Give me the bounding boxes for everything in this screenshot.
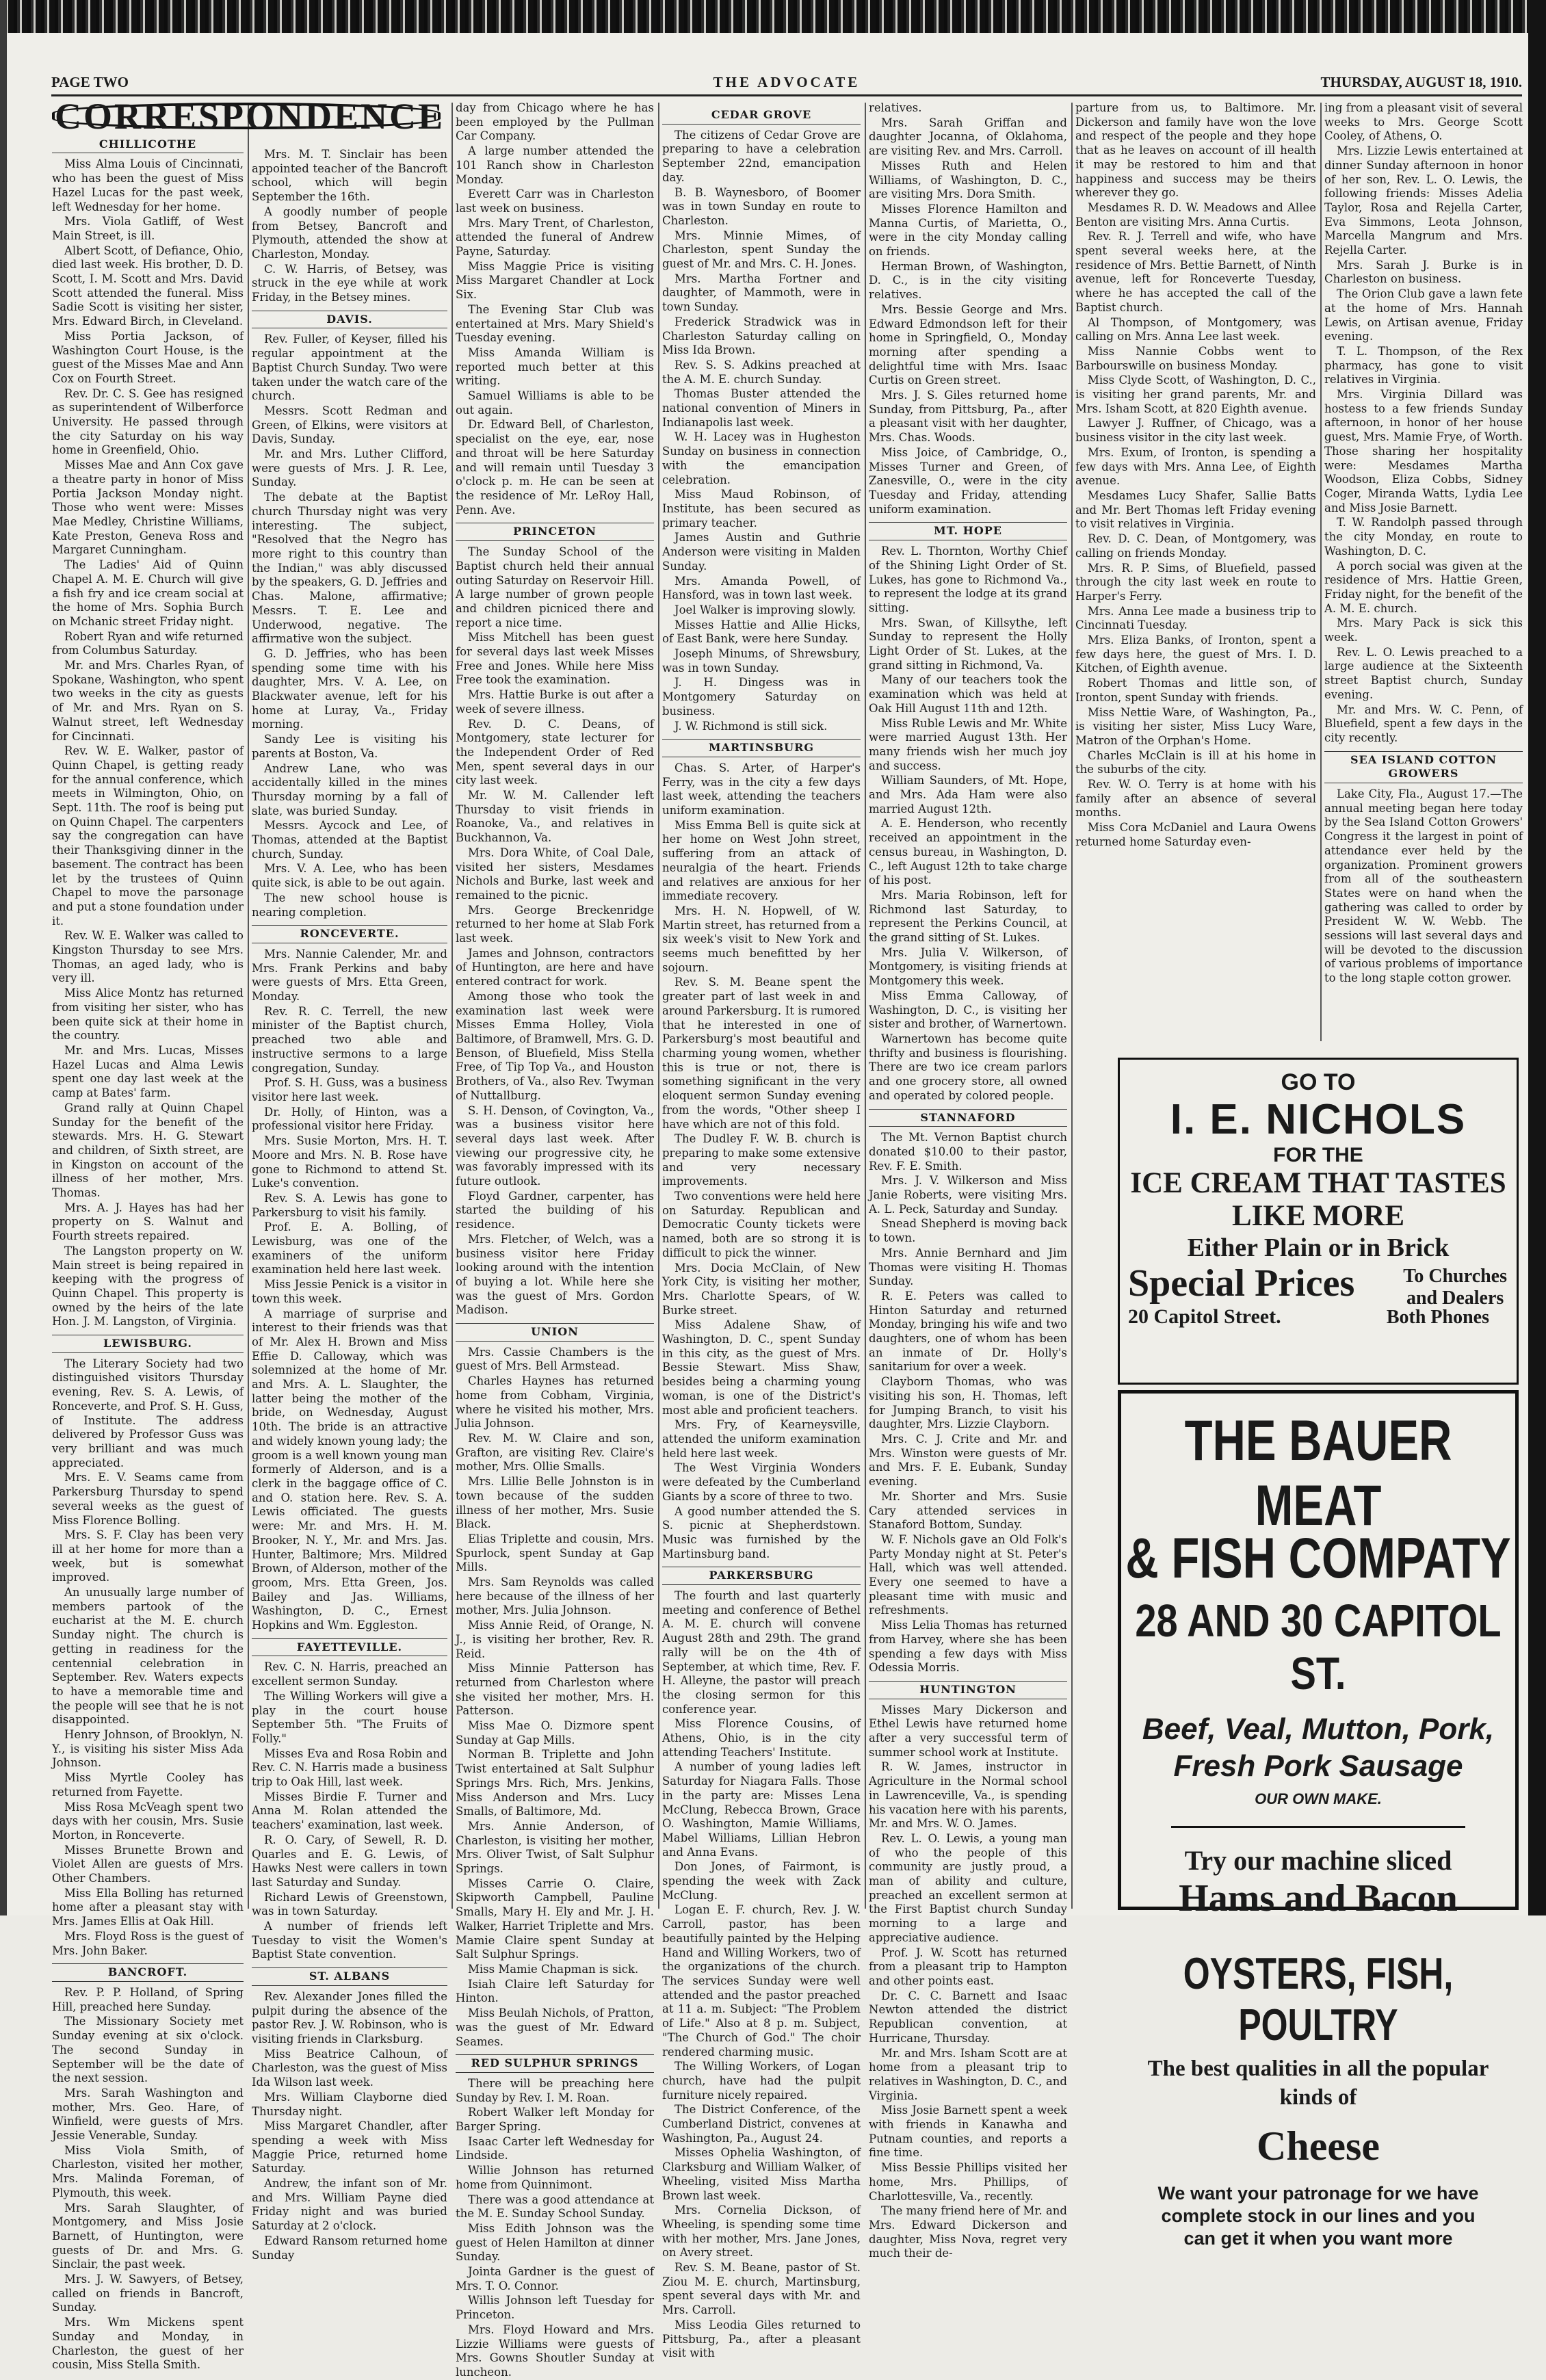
news-item: The Orion Club gave a lawn fete at the home of Mrs. Hannah Lewis, on Artisan avenue, Friday evening. (1324, 287, 1523, 343)
section-heading: STANNAFORD (869, 1109, 1067, 1127)
news-item: The Ladies' Aid of Quinn Chapel A. M. E. Church will give a fish fry and ice cream social at the home of Mrs. Sophia Burch on Mchanic street Friday night. (52, 558, 244, 628)
section-heading: LEWISBURG. (52, 1335, 244, 1353)
news-item: Joseph Minums, of Shrewsbury, was in town Sunday. (662, 647, 861, 675)
news-item: Mrs. Maria Robinson, left for Richmond last Saturday, to represent the Perkins Council, at the grand sitting of St. Lukes. (869, 888, 1067, 945)
news-item: The many friend here of Mr. and Mrs. Edward Dickerson and daughter, Miss Nova, regret very much their de- (869, 2204, 1067, 2260)
news-item: Rev. S. M. Beane spent the greater part of last week in and around Parkersburg. It is rumored that he interested in one of Parkersburg's most beautiful and charming young women, whether this is true or not, there is something significant in the very eloquent sermon Sunday evening from the words, "Other sheep I have which are not of this fold. (662, 976, 861, 1131)
news-item: Messrs. Scott Redman and Green, of Elkins, were visitors at Davis, Sunday. (252, 404, 447, 446)
issue-date: THURSDAY, AUGUST 18, 1910. (1320, 74, 1522, 90)
news-item: Mr. and Mrs. Isham Scott are at home from a pleasant trip to relatives in Washington, D. C., and Virginia. (869, 2046, 1067, 2102)
news-item: R. E. Peters was called to Hinton Saturday and returned Monday, bringing his wife and two daughters, one of whom has been an inmate of Dr. Holly's sanitarium for over a week. (869, 1289, 1067, 1374)
article-column-6 (1075, 101, 1316, 1038)
news-item: Miss Nettie Ware, of Washington, Pa., is visiting her sister, Miss Lucy Ware, Matron of the Orphan's Home. (1075, 705, 1316, 747)
news-item: Chas. S. Arter, of Harper's Ferry, was in the city a few days last week, attending the teachers uniform examination. (662, 761, 861, 818)
ad-phones: Both Phones (1386, 1307, 1489, 1328)
news-item: James Austin and Guthrie Anderson were visiting in Malden Sunday. (662, 531, 861, 573)
news-item: Miss Clyde Scott, of Washington, D. C., is visiting her grand parents, Mr. and Mrs. Isham Scott, at 820 Eighth avenue. (1075, 374, 1316, 415)
news-item: Mrs. Sam Reynolds was called here because of the illness of her mother, Mrs. Julia Johnson. (456, 1575, 654, 1617)
ad-churches-dealers (1403, 1266, 1507, 1309)
news-item: day from Chicago where he has been employed by the Pullman Car Company. (456, 101, 654, 143)
section-heading: PARKERSBURG (662, 1567, 861, 1585)
news-item: ing from a pleasant visit of several weeks to Mrs. George Scott Cooley, of Athens, O. (1324, 101, 1523, 143)
news-item: T. L. Thompson, of the Rex pharmacy, has gone to visit relatives in Virginia. (1324, 344, 1523, 387)
news-item: Misses Mae and Ann Cox gave a theatre party in honor of Miss Portia Jackson Monday night. Those who went were: Misses Mae Medley, Christine Williams, Kate Preston, Geneva Ross and Margaret Cunningham. (52, 458, 244, 557)
news-item: Rev. L. Thornton, Worthy Chief of the Shining Light Order of St. Lukes, has gone to Richmond Va., to represent the lodge at its grand sitting. (869, 545, 1067, 614)
news-item: Albert Scott, of Defiance, Ohio, died last week. His brother, D. D. Scott, I. M. Scott and Mrs. David Scott attended the funeral. Miss Sadie Scott is visiting her sister, Mrs. Edward Birch, in Cleveland. (52, 244, 244, 328)
news-item: Willis Johnson left Tuesday for Princeton. (456, 2294, 654, 2322)
news-item: Mrs. R. P. Sims, of Bluefield, passed through the city last week en route to Harper's Ferry. (1075, 561, 1316, 603)
news-item: Miss Mae O. Dizmore spent Sunday at Gap Mills. (456, 1719, 654, 1747)
news-item: Everett Carr was in Charleston last week on business. (456, 187, 654, 215)
news-item: Isiah Claire left Saturday for Hinton. (456, 1977, 654, 2005)
article-column-4 (662, 101, 861, 2360)
news-item: J. W. Richmond is still sick. (674, 719, 828, 733)
news-item: Mrs. Cassie Chambers is the guest of Mrs. Bell Armstead. (456, 1345, 654, 1373)
news-item: Andrew, the infant son of Mr. and Mrs. William Payne died Friday night and was buried Saturday at 2 o'clock. (252, 2177, 447, 2233)
ad-address: 20 Capitol Street. (1128, 1305, 1281, 1328)
news-item: Rev. D. C. Deans, of Montgomery, state lecturer for the Independent Order of Red Men, spent several days in our city last week. (456, 717, 654, 787)
news-item: The West Virginia Wonders were defeated by the Cumberland Giants by a score of three to two. (662, 1461, 861, 1503)
news-item: Robert Walker left Monday for Barger Spring. (456, 2106, 654, 2134)
ad-meats-line1: Beef, Veal, Mutton, Pork, (1142, 1712, 1495, 1746)
news-item: Mesdames Lucy Shafer, Sallie Batts and Mr. Bert Thomas left Friday evening to visit relatives in Virginia. (1075, 488, 1316, 531)
news-item: Rev. M. W. Claire and son, Grafton, are visiting Rev. Claire's mother, Mrs. Ollie Smalls. (456, 1431, 654, 1474)
nichols-ice-cream-ad (1118, 1058, 1519, 1385)
ad-divider (1171, 1826, 1465, 1828)
news-item: Edward Ransom returned home Sunday (252, 2234, 447, 2262)
news-item: Jointa Gardner is the guest of Mrs. T. O. Connor. (456, 2265, 654, 2292)
news-item: Rev. P. P. Holland, of Spring Hill, preached here Sunday. (52, 1986, 244, 2013)
news-item: Miss Leodia Giles returned to Pittsburg, Pa., after a pleasant visit with (662, 2318, 861, 2360)
news-item: Misses Eva and Rosa Robin and Rev. C. N. Harris made a business trip to Oak Hill, last week. (252, 1747, 447, 1789)
section-heading: DAVIS. (252, 311, 447, 329)
news-item: Miss Cora McDaniel and Laura Owens returned home Saturday even- (1075, 821, 1316, 848)
column-rule (865, 103, 866, 1909)
news-item: A marriage of surprise and interest to their friends was that of Mr. Alex H. Brown and Miss Effie D. Calloway, which was solemnized at the home of Mr. and Mrs. A. L. Slaughter, the latter being the mother of the bride, on Wednesday, August 10th. The bride is an attractive and widely known young lady; the groom is a well known young man formerly of Alderson, and is a clerk in the baggage office of C. and O. station here. Rev. S. A. Lewis officiated. The guests were: Mr. and Mrs. H. M. Brooker, N. Y., Mr. and Mrs. Jas. Hunter, Baltimore; Mrs. Mildred Brown, of Alderson, mother of the groom, Mrs. Etta Green, Jos. Bailey and Jas. Williams, Washington, D. C., Ernest Hopkins and Wm. Eggleston. (252, 1307, 447, 1632)
news-item: W. H. Lacey was in Hugheston Sunday on business in connection with the emancipation celebration. (662, 430, 861, 486)
news-item: Miss Minnie Patterson has returned from Charleston where she visited her mother, Mrs. H. Patterson. (456, 1662, 654, 1718)
news-item: Mrs. A. J. Hayes has had her property on S. Walnut and Fourth streets repaired. (52, 1201, 244, 1243)
news-item: Joel Walker is improving slowly. (674, 603, 856, 616)
news-item: Dr. Edward Bell, of Charleston, specialist on the eye, ear, nose and throat will be here Saturday and will remain until Tuesday 3 o'clock p. m. He can be seen at the residence of Mr. LeRoy Hall, Penn. Ave. (456, 418, 654, 516)
news-item: Two conventions were held here on Saturday. Republican and Democratic County tickets were named, both are so strong it is difficult to pick the winner. (662, 1190, 861, 1259)
ad-bauer-title-line2: & FISH COMPATY (1125, 1526, 1511, 1591)
news-item: Mrs. E. V. Seams came from Parkersburg Thursday to spend several weeks as the guest of Miss Florence Bolling. (52, 1471, 244, 1527)
news-item: Mrs. Nannie Calender, Mr. and Mrs. Frank Perkins and baby were guests of Mrs. Etta Green, Monday. (252, 947, 447, 1004)
news-item: Rev. W. E. Walker was called to Kingston Thursday to see Mrs. Thomas, an aged lady, who is very ill. (52, 929, 244, 985)
news-item: Rev. R. J. Terrell and wife, who have spent several weeks here, at the residence of Mrs. Bettie Barnett, of Ninth avenue, left for Ronceverte Tuesday, where he has accepted the call of the Baptist church. (1075, 230, 1316, 314)
news-item: The Willing Workers, of Logan church, have had the pulpit furniture nicely repaired. (662, 2060, 861, 2102)
news-item: Mr. Shorter and Mrs. Susie Cary attended services in Stanaford Bottom, Sunday. (869, 1489, 1067, 1532)
news-item: J. H. Dingess was in Montgomery Saturday on business. (662, 676, 861, 718)
news-item: Mr. W. M. Callender left Thursday to visit friends in Roanoke, Va., and relatives in Buckhannon, Va. (456, 789, 654, 845)
news-item: Miss Myrtle Cooley has returned from Fayette. (52, 1771, 244, 1799)
news-item: Misses Hattie and Allie Hicks, of East Bank, were here Sunday. (662, 618, 861, 646)
news-item: Miss Margaret Chandler, after spending a week with Miss Maggie Price, returned home Saturday. (252, 2119, 447, 2175)
news-item: Samuel Williams is able to be out again. (456, 389, 654, 417)
news-item: The citizens of Cedar Grove are preparing to have a celebration September 22nd, emancipation day. (662, 128, 861, 184)
news-item: Lawyer J. Ruffner, of Chicago, was a business visitor in the city last week. (1075, 417, 1316, 445)
news-item: Mrs. Martha Fortner and daughter, of Mammoth, were in town Sunday. (662, 272, 861, 314)
ad-own-make: OUR OWN MAKE. (1255, 1790, 1382, 1807)
news-item: Miss Amanda William is reported much better at this writing. (456, 345, 654, 388)
ad-address-row (1120, 1304, 1517, 1331)
section-heading: ST. ALBANS (252, 1967, 447, 1986)
news-item: A porch social was given at the residence of Mrs. Hattie Green, Friday night, for the benefit of the A. M. E. church. (1324, 559, 1523, 615)
news-item: B. B. Waynesboro, of Boomer was in town Sunday en route to Charleston. (662, 185, 861, 227)
news-item: Rev. L. O. Lewis, a young man of who the people of this community are justly proud, a man of ability and culture, preached an excellent sermon at the First Baptist church Sunday morning to a large and appreciative audience. (869, 1831, 1067, 1944)
ad-churches: To Churches (1403, 1266, 1507, 1287)
news-item: A large number attended the 101 Ranch show in Charleston Monday. (456, 144, 654, 186)
news-item: Mrs. Sarah J. Burke is in Charleston on business. (1324, 258, 1523, 286)
section-heading: UNION (456, 1323, 654, 1342)
news-item: The Literary Society had two distinguished visitors Thursday evening, Rev. S. A. Lewis, of Ronceverte, and Prof. S. H. Guss, of Institute. The address delivered by Professor Guss was very brilliant and was much appreciated. (52, 1357, 244, 1469)
news-item: Don Jones, of Fairmont, is spending the week with Zack McClung. (662, 1860, 861, 1902)
news-item: Rev. W. O. Terry is at home with his family after an absence of several months. (1075, 778, 1316, 820)
news-item: Miss Mamie Chapman is sick. (468, 1963, 639, 1976)
news-item: Mrs. H. N. Hopwell, of W. Martin street, has returned from a six week's visit to New York and seems much benefitted by her sojourn. (662, 904, 861, 974)
news-item: R. O. Cary, of Sewell, R. D. Quarles and E. G. Lewis, of Hawks Nest were callers in town last Saturday and Sunday. (252, 1833, 447, 1889)
news-item: Frederick Stradwick was in Charleston Saturday calling on Miss Ida Brown. (662, 315, 861, 357)
ad-cheese: Cheese (1257, 2123, 1380, 2169)
ad-best-line2: kinds of (1279, 2085, 1357, 2110)
news-item: Miss Joice, of Cambridge, O., Misses Turner and Green, of Zanesville, O., were in the city Tuesday and Friday, attending uniform examination. (869, 445, 1067, 516)
news-item: Lake City, Fla., August 17.—The annual meeting began here today by the Sea Island Cotton Growers' Congress it the largest in point of attendance ever held by the organization. Prominent growers from all of the southeastern States were on hand when the gathering was called to order by President W. W. Webb. The sessions will last several days and will be devoted to the discussion of various problems of importance to the long staple cotton grower. (1324, 787, 1523, 985)
news-item: Floyd Gardner, carpenter, has started the building of his residence. (456, 1189, 654, 1231)
news-item: Miss Beatrice Calhoun, of Charleston, was the guest of Miss Ida Wilson last week. (252, 2047, 447, 2089)
section-heading: BANCROFT. (52, 1963, 244, 1982)
ad-goto: GO TO (1281, 1069, 1356, 1095)
news-item: Rev. Dr. C. S. Gee has resigned as superintendent of Wilberforce University. He passed through the city Saturday on his way home in Greenfield, Ohio. (52, 387, 244, 457)
news-item: Miss Adalene Shaw, of Washington, D. C., spent Sunday in this city, as the guest of Mrs. Bessie Stewart. Miss Shaw, besides being a charming young woman, is one of the District's most able and proficient teachers. (662, 1318, 861, 1417)
bauer-meat-ad (1118, 1390, 1519, 2249)
news-item: Mrs. C. J. Crite and Mr. and Mrs. Winston were guests of Mr. and Mrs. F. E. Eubank, Sunday evening. (869, 1432, 1067, 1489)
news-item: Mrs. George Breckenridge returned to her home at Slab Fork last week. (456, 903, 654, 945)
article-column-5 (869, 101, 1067, 2260)
news-item: Mrs. Fry, of Kearneysville, attended the uniform examination held here last week. (662, 1418, 861, 1460)
news-item: Miss Nannie Cobbs went to Barbourswille on business Monday. (1075, 344, 1316, 372)
news-item: Rev. R. C. Terrell, the new minister of the Baptist church, preached two able and instructive sermons to a large congregation, Sunday. (252, 1004, 447, 1075)
news-item: Mrs. Lillie Belle Johnston is in town because of the sudden illness of her mother, Mrs. Susie Black. (456, 1475, 654, 1531)
news-item: Mrs. Sarah Slaughter, of Montgomery, and Miss Josie Barnett, of Huntington, were guests of Dr. and Mrs. G. Sinclair, the past week. (52, 2201, 244, 2271)
news-item: Miss Edith Johnson was the guest of Helen Hamilton at dinner Sunday. (456, 2221, 654, 2264)
news-item: Mr. and Mrs. W. C. Penn, of Bluefield, spent a few days in the city recently. (1324, 703, 1523, 744)
section-heading: RONCEVERTE. (252, 925, 447, 943)
section-heading: FAYETTEVILLE. (252, 1638, 447, 1657)
news-item: Miss Portia Jackson, of Washington Court House, is the guest of the Misses Mae and Ann Cox on Fourth Street. (52, 329, 244, 385)
column-rule (658, 103, 659, 1909)
news-item: Mrs. Docia McClain, of New York City, is visiting her mother, Mrs. Charlotte Spears, of W. Burke street. (662, 1261, 861, 1317)
news-item: Warnertown has become quite thrifty and business is flourishing. There are two ice cream parlors and one grocery store, all owned and operated by colored people. (869, 1032, 1067, 1102)
news-item: James and Johnson, contractors of Huntington, are here and have entered contract for work. (456, 946, 654, 989)
news-item: There was a good attendance at the M. E. Sunday School Sunday. (456, 2193, 654, 2221)
news-item: Prof. E. A. Bolling, of Lewisburg, was one of the examiners of the uniform examination held here last week. (252, 1220, 447, 1277)
news-item: A goodly number of people from Betsey, Bancroft and Plymouth, attended the show at Charleston, Monday. (252, 205, 447, 261)
page-scan-edge-right (1528, 0, 1546, 1915)
section-heading: MARTINSBURG (662, 739, 861, 757)
ad-meats (1121, 1711, 1515, 1785)
ad-try-sliced: Try our machine sliced (1184, 1845, 1452, 1876)
news-item: Norman B. Triplette and John Twist entertained at Salt Sulphur Springs Mrs. Rich, Mrs. Jenkins, Miss Anderson and Mrs. Lucy Smalls, of Baltimore, Md. (456, 1748, 654, 1818)
news-item: Mrs. Mary Pack is sick this week. (1324, 616, 1523, 644)
news-item: Miss Florence Cousins, of Athens, Ohio, is in the city attending Teachers' Institute. (662, 1717, 861, 1759)
news-item: Rev. W. E. Walker, pastor of Quinn Chapel, is getting ready for the annual conference, which meets in Wilmington, Ohio, on Sept. 11th. The roof is being put on Quinn Chapel. The carpenters say the congregation can have their Thanksgiving dinner in the basement. The contract has been let by the trustees of Quinn Chapel to move the parsonage and put a stone foundation under it. (52, 744, 244, 928)
news-item: The debate at the Baptist church Thursday night was very interesting. The subject, "Resolved that the Negro has more right to this country than the Indian," was ably discussed by the speakers, G. D. Jeffries and Chas. Malone, affirmative; Messrs. T. E. Lee and Underwood, negative. The affirmative won the subject. (252, 491, 447, 646)
news-item: Mrs. Floyd Howard and Mrs. Lizzie Williams were guests of Mrs. Gowns Shoutler Sunday at luncheon. (456, 2323, 654, 2379)
news-item: Miss Mitchell has been guest for several days last week Misses Free and Jones. While here Miss Free took the examination. (456, 631, 654, 687)
ad-best-qualities (1121, 2054, 1515, 2112)
news-item: The Willing Workers will give a play in the court house September 5th. "The Fruits of Folly." (252, 1689, 447, 1745)
news-item: Mr. and Mrs. Luther Clifford, were guests of Mrs. J. R. Lee, Sunday. (252, 447, 447, 489)
news-item: Misses Brunette Brown and Violet Allen are guests of Mrs. Other Chambers. (52, 1843, 244, 1885)
news-item: Miss Emma Calloway, of Washington, D. C., is visiting her sister and brother, of Warnertown. (869, 989, 1067, 1031)
news-item: Among those who took the examination last week were Misses Emma Holley, Viola Baltimore, of Bramwell, Mrs. G. D. Benson, of Bluefield, Miss Stella Free, of Tip Top Va., and Houston Brothers, of Va., also Rev. Twyman of Nuttallburg. (456, 989, 654, 1102)
news-item: Misses Ophelia Washington, of Clarksburg and William Walker, of Wheeling, visited Miss Martha Brown last week. (662, 2146, 861, 2202)
section-heading: CHILLICOTHE (52, 136, 244, 154)
news-item: T. W. Randolph passed through the city Monday, en route to Washington, D. C. (1324, 516, 1523, 558)
news-item: Misses Carrie O. Claire, Skipworth Campbell, Pauline Smalls, Mary H. Ely and Mr. J. H. Walker, Harriet Triplette and Mrs. Mamie Claire spent Sunday at Salt Sulphur Springs. (456, 1876, 654, 1961)
news-item: Rev. C. N. Harris, preached an excellent sermon Sunday. (252, 1660, 447, 1688)
article-column-7 (1324, 101, 1523, 1038)
news-item: relatives. (869, 101, 922, 114)
news-item: The fourth and last quarterly meeting and conference of Bethel A. M. E. church will convene August 28th and 29th. The grand rally will be on the 4th of September, at which time, Rev. F. H. Alleyne, the pastor will preach the closing sermon for this conference year. (662, 1589, 861, 1716)
news-item: Elias Triplette and cousin, Mrs. Spurlock, spent Sunday at Gap Mills. (456, 1532, 654, 1574)
news-item: Rev. S. M. Beane, pastor of St. Ziou M. E. church, Martinsburg, spent several days with Mr. and Mrs. Carroll. (662, 2261, 861, 2317)
news-item: Miss Alice Montz has returned from visiting her sister, who has been quite sick at their home in the country. (52, 986, 244, 1043)
news-item: Mrs. M. T. Sinclair has been appointed teacher of the Bancroft school, which will begin September the 16th. (252, 148, 447, 204)
news-item: Misses Birdie F. Turner and Anna M. Rolan attended the teachers' examination, last week. (252, 1790, 447, 1832)
news-item: The Sunday School of the Baptist church held their annual outing Saturday on Reservoir Hill. A large number of grown people and children picniced there and report a nice time. (456, 545, 654, 629)
news-item: Messrs. Aycock and Lee, of Thomas, attended at the Baptist church, Sunday. (252, 819, 447, 861)
news-item: S. H. Denson, of Covington, Va., was a business visitor here several days last week. After viewing our progressive city, he was favorably impressed with its future outlook. (456, 1103, 654, 1188)
news-item: Mrs. S. F. Clay has been very ill at her home for more than a week, but is somewhat improved. (52, 1528, 244, 1584)
news-item: An unusually large number of members partook of the eucharist at the M. E. church Sunday night. The church is getting in readiness for the centennial celebration in September. Rev. Waters expects to have a memorable time and the people will see that he is not disappointed. (52, 1586, 244, 1727)
news-item: Robert Ryan and wife returned from Columbus Saturday. (52, 629, 244, 657)
news-item: A number of friends left Tuesday to visit the Women's Baptist State convention. (252, 1920, 447, 1961)
news-item: Mrs. Fletcher, of Welch, was a business visitor here Friday looking around with the intention of buying a lot. While here she was the guest of Mrs. Gordon Madison. (456, 1232, 654, 1317)
news-item: William Saunders, of Mt. Hope, and Mrs. Ada Ham were also married August 12th. (869, 774, 1067, 815)
news-item: Miss Beulah Nichols, of Pratton, was the guest of Mr. Edward Seames. (456, 2006, 654, 2048)
news-item: Dr. Holly, of Hinton, was a professional visitor here Friday. (252, 1105, 447, 1133)
column-rule (1071, 103, 1073, 1909)
news-item: Mrs. Exum, of Ironton, is spending a few days with Mrs. Anna Lee, of Eighth avenue. (1075, 445, 1316, 488)
news-item: Mrs. Swan, of Killsythe, left Sunday to represent the Holly Light Order of St. Lukes, at the grand sitting in Richmond, Va. (869, 616, 1067, 672)
news-item: The Mt. Vernon Baptist church donated $10.00 to their pastor, Rev. F. E. Smith. (869, 1131, 1067, 1173)
news-item: Rev. D. C. Dean, of Montgomery, was calling on friends Monday. (1075, 532, 1316, 560)
news-item: The District Conference, of the Cumberland District, convenes at Washington, Pa., August 24. (662, 2103, 861, 2145)
news-item: G. D. Jeffries, who has been spending some time with his daughter, Mrs. V. A. Lee, on Blackwater avenue, left for his home at Luray, Va., Friday morning. (252, 646, 447, 731)
ad-patron-line2: complete stock in our lines and you (1161, 2206, 1476, 2226)
news-item: Mrs. J. W. Sawyers, of Betsey, called on friends in Bancroft, Sunday. (52, 2273, 244, 2314)
news-item: Al Thompson, of Montgomery, was calling on Mrs. Anna Lee last week. (1075, 315, 1316, 343)
section-heading: RED SULPHUR SPRINGS (456, 2054, 654, 2073)
news-item: Misses Mary Dickerson and Ethel Lewis have returned home after a very successful term of summer school work at Institute. (869, 1703, 1067, 1759)
ad-dealers: and Dealers (1406, 1287, 1504, 1309)
column-rule (1320, 103, 1322, 1041)
news-item: Mr. and Mrs. Lucas, Misses Hazel Lucas and Alma Lewis spent one day last week at the camp at Bates' farm. (52, 1044, 244, 1100)
ad-patronage (1121, 2182, 1515, 2250)
news-item: Rev. S. A. Lewis has gone to Parkersburg to visit his family. (252, 1191, 447, 1219)
news-item: Miss Rosa McVeagh spent two days with her cousin, Mrs. Susie Morton, in Ronceverte. (52, 1800, 244, 1842)
correspondence-banner: CORRESPONDENCE (52, 103, 441, 129)
news-item: Miss Ella Bolling has returned home after a pleasant stay with Mrs. James Ellis at Oak Hill. (52, 1886, 244, 1928)
news-item: Mrs. Wm Mickens spent Sunday and Monday, in Charleston, the guest of her cousin, Miss Stella Smith. (52, 2316, 244, 2372)
news-item: Mesdames R. D. W. Meadows and Allee Benton are visiting Mrs. Anna Curtis. (1075, 200, 1316, 228)
column-rule (451, 103, 453, 1909)
ad-ice-cream-slogan: ICE CREAM THAT TASTES LIKE MORE (1130, 1167, 1506, 1232)
paper-name: THE ADVOCATE (713, 74, 861, 90)
news-item: Mrs. William Clayborne died Thursday night. (252, 2090, 447, 2118)
news-item: Rev. L. O. Lewis preached to a large audience at the Sixteenth street Baptist church, Sunday evening. (1324, 645, 1523, 701)
news-item: C. W. Harris, of Betsey, was struck in the eye while at work Friday, in the Betsey mines. (252, 262, 447, 304)
news-item: Miss Maud Robinson, of Institute, has been secured as primary teacher. (662, 488, 861, 529)
news-item: Many of our teachers took the examination which was held at Oak Hill August 11th and 12th. (869, 673, 1067, 715)
ad-bauer-address: 28 AND 30 CAPITOL ST. (1135, 1595, 1502, 1699)
news-item: parture from us, to Baltimore. Mr. Dickerson and family have won the love and respect of the people and they hope that as he leaves on account of ill health it may be restored to him and that happiness and success may be theirs wherever they go. (1075, 101, 1316, 200)
news-item: Isaac Carter left Wednesday for Lindside. (456, 2134, 654, 2162)
ad-either-plain: Either Plain or in Brick (1187, 1233, 1450, 1262)
news-item: Mrs. Hattie Burke is out after a week of severe illness. (456, 688, 654, 716)
news-item: Mrs. Eliza Banks, of Ironton, spent a few days here, the guest of Mrs. I. D. Kitchen, of Eighth avenue. (1075, 633, 1316, 675)
news-item: Miss Lelia Thomas has returned from Harvey, where she has been spending a few days with Miss Odessia Morris. (869, 1619, 1067, 1675)
news-item: Mrs. Amanda Powell, of Hansford, was in town last week. (662, 574, 861, 602)
news-item: Rev. S. S. Adkins preached at the A. M. E. church Sunday. (662, 358, 861, 386)
news-item: The Missionary Society met Sunday evening at six o'clock. The second Sunday in September will be the date of the next session. (52, 2015, 244, 2085)
article-column-3 (456, 101, 654, 2379)
news-item: Grand rally at Quinn Chapel Sunday for the benefit of the stewards. Mrs. H. G. Stewart and children, of Sixth street, are in Kingston on account of the illness of her mother, Mrs. Thomas. (52, 1101, 244, 1200)
section-heading: PRINCETON (456, 523, 654, 541)
news-item: Andrew Lane, who was accidentally killed in the mines Thursday morning by a fall of slate, was buried Sunday. (252, 761, 447, 818)
section-heading: MT. HOPE (869, 522, 1067, 540)
news-item: Mrs. Sarah Washington and mother, Mrs. Geo. Hare, of Winfield, were guests of Mrs. Jessie Venerable, Sunday. (52, 2086, 244, 2143)
ad-hams-bacon: Hams and Bacon (1179, 1877, 1458, 1920)
news-item: Mr. and Mrs. Charles Ryan, of Spokane, Washington, who spent two weeks in the city as guests of Mr. and Mrs. Ryan on S. Walnut street, left Wednesday for Cincinnati. (52, 659, 244, 743)
news-item: Prof. J. W. Scott has returned from a pleasant trip to Hampton and other points east. (869, 1946, 1067, 1987)
page-scan-edge-top (0, 0, 1546, 33)
news-item: Dr. C. C. Barnett and Isaac Newton attended the district Republican convention, at Hurricane, Thursday. (869, 1989, 1067, 2045)
news-item: There will be preaching here Sunday by Rev. I. M. Roan. (456, 2076, 654, 2104)
news-item: Mrs. Mary Trent, of Charleston, attended the funeral of Andrew Payne, Saturday. (456, 216, 654, 259)
masthead (51, 74, 1522, 96)
news-item: Logan E. F. church, Rev. J. W. Carroll, pastor, has been beautifully painted by the Helping Hand and Willing Workers, two of the organizations of the church. The services Sunday were well attended and the pastor preached at 11 a. m. Subject: "The Problem of Life." Also at 8 p. m. Subject, "The Church of God." The choir rendered charming music. (662, 1903, 861, 2058)
news-item: Miss Viola Smith, of Charleston, visited her mother, Mrs. Malinda Foreman, of Plymouth, this week. (52, 2143, 244, 2199)
news-item: Mrs. J. V. Wilkerson and Miss Janie Roberts, were visiting Mrs. A. L. Peck, Saturday and Sunday. (869, 1174, 1067, 1216)
news-item: Misses Ruth and Helen Williams, of Washington, D. C., are visiting Mrs. Dora Smith. (869, 159, 1067, 201)
news-item: The Evening Star Club was entertained at Mrs. Mary Shield's Tuesday evening. (456, 302, 654, 345)
news-item: Charles Haynes has returned home from Cobham, Virginia, where he visited his mother, Mrs. Julia Johnson. (456, 1374, 654, 1430)
news-item: Mrs. J. S. Giles returned home Sunday, from Pittsburg, Pa., after a pleasant visit with her daughter, Mrs. Chas. Woods. (869, 389, 1067, 445)
news-item: Miss Josie Barnett spent a week with friends in Kanawha and Putnam counties, and reports a fine time. (869, 2104, 1067, 2160)
column-rule (248, 103, 249, 1909)
ad-oysters-fish-poultry: OYSTERS, FISH, POULTRY (1183, 1948, 1454, 2050)
news-item: Robert Thomas and little son, of Ironton, spent Sunday with friends. (1075, 677, 1316, 704)
section-heading: CEDAR GROVE (662, 107, 861, 125)
news-item: Sandy Lee is visiting his parents at Boston, Va. (252, 733, 447, 760)
news-item: Prof. S. H. Guss, was a business visitor here last week. (252, 1076, 447, 1103)
news-item: Charles McClain is ill at his home in the suburbs of the city. (1075, 748, 1316, 776)
news-item: Miss Ruble Lewis and Mr. White were married August 13th. Her many friends wish her much joy and success. (869, 716, 1067, 772)
news-item: Mrs. Bessie George and Mrs. Edward Edmondson left for their home in Springfield, O., Monday morning after spending a delightful time with Mrs. Isaac Curtis on Green street. (869, 302, 1067, 387)
section-heading: SEA ISLAND COTTON GROWERS (1324, 751, 1523, 783)
news-item: Mrs. Anna Lee made a business trip to Cincinnati Tuesday. (1075, 604, 1316, 632)
news-item: Mrs. V. A. Lee, who has been quite sick, is able to be out again. (252, 862, 447, 890)
news-item: Miss Emma Bell is quite sick at her home on West John street, suffering from an attack of neuralgia of the heart. Friends and relatives are anxious for her immediate recovery. (662, 818, 861, 903)
page-number: PAGE TWO (51, 74, 129, 90)
news-item: Mrs. Minnie Mimes, of Charleston, spent Sunday the guest of Mr. and Mrs. C. H. Jones. (662, 228, 861, 271)
news-item: Rev. Fuller, of Keyser, filled his regular appointment at the Baptist Church Sunday. Two were taken under the watch care of the church. (252, 332, 447, 403)
ad-merchant-name: I. E. NICHOLS (1170, 1096, 1467, 1143)
news-item: Mrs. Cornelia Dickson, of Wheeling, is spending some time with her mother, Mrs. Jane Jones, on Avery street. (662, 2204, 861, 2260)
news-item: The new school house is nearing completion. (252, 891, 447, 919)
news-item: Mrs. Annie Anderson, of Charleston, is visiting her mother, Mrs. Oliver Twist, of Salt Sulphur Springs. (456, 1819, 654, 1876)
news-item: Misses Florence Hamilton and Manna Curtis, of Marietta, O., were in the city Monday calling on friends. (869, 202, 1067, 259)
news-item: Mrs. Viola Gatliff, of West Main Street, is ill. (52, 215, 244, 242)
ad-special-prices: Special Prices (1128, 1262, 1355, 1305)
ad-best-line1: The best qualities in all the popular (1147, 2056, 1489, 2081)
news-item: The Dudley F. W. B. church is preparing to make some extensive and very necessary improvements. (662, 1132, 861, 1188)
news-item: R. W. James, instructor in Agriculture in the Normal school in Lawrenceville, Va., is spending his vacation here with his parents, Mr. and Mrs. W. O. James. (869, 1760, 1067, 1831)
news-item: Mrs. Annie Bernhard and Jim Thomas were visiting H. Thomas Sunday. (869, 1246, 1067, 1288)
news-item: Willie Johnson has returned home from Quinnimont. (456, 2164, 654, 2191)
news-item: Mrs. Sarah Griffan and daughter Jocanna, of Oklahoma, are visiting Rev. and Mrs. Carroll. (869, 116, 1067, 158)
news-item: Mrs. Susie Morton, Mrs. H. T. Moore and Mrs. N. B. Rose have gone to Richmond to attend St. Luke's convention. (252, 1134, 447, 1190)
section-heading: HUNTINGTON (869, 1681, 1067, 1699)
news-item: Rev. Alexander Jones filled the pulpit during the absence of the pastor Rev. J. W. Robinson, who is visiting friends in Clarksburg. (252, 1989, 447, 2045)
ad-meats-line2: Fresh Pork Sausage (1173, 1749, 1463, 1783)
page-scan-edge-left (0, 0, 7, 1915)
news-item: W. F. Nichols gave an Old Folk's Party Monday night at St. Peter's Hall, which was well attended. Every one seemed to have a pleasant time with music and refreshments. (869, 1532, 1067, 1617)
ad-patron-line3: can get it when you want more (1183, 2228, 1453, 2249)
news-item: Mrs. Lizzie Lewis entertained at dinner Sunday afternoon in honor of her son, Rev. L. O. Lewis, the following friends: Misses Adelia Taylor, Rosa and Rejella Carter, Eva Simmons, Leota Johnson, Marcella Mangrum and Mrs. Rejella Carter. (1324, 144, 1523, 257)
ad-patron-line1: We want your patronage for we have (1157, 2183, 1479, 2204)
news-item: Miss Jessie Penick is a visitor in town this week. (252, 1278, 447, 1305)
news-item: A number of young ladies left Saturday for Niagara Falls. Those in the party are: Misses Lena McClung, Rebecca Brown, Grace O. Washington, Mamie Williams, Mabel Williams, Lillian Hebron and Anna Evans. (662, 1760, 861, 1859)
news-item: Mrs. Virginia Dillard was hostess to a few friends Sunday afternoon, in honor of her house guest, Mrs. Mamie Frye, of Worth. Those sharing her hospitality were: Mesdames Martha Woodson, Eliza Cobbs, Sidney Coger, Miranda Watts, Lydia Lee and Miss Josie Barnett. (1324, 388, 1523, 514)
ad-for-the: FOR THE (1273, 1144, 1363, 1166)
ad-bauer-title-line1: THE BAUER MEAT (1184, 1409, 1452, 1538)
news-item: Mrs. Floyd Ross is the guest of Mrs. John Baker. (52, 1929, 244, 1957)
news-item: The Langston property on W. Main street is being repaired in keeping with the progress of Quinn Chapel. This property is owned by the heirs of the late Hon. J. M. Langston, of Virginia. (52, 1244, 244, 1329)
news-item: Mrs. Dora White, of Coal Dale, visited her sisters, Mesdames Nichols and Burke, last week and remained to the picnic. (456, 846, 654, 902)
news-item: Thomas Buster attended the national convention of Miners in Indianapolis last week. (662, 387, 861, 429)
news-item: Clayborn Thomas, who was visiting his son, H. Thomas, left for Jumping Branch, to visit his daughter, Mrs. Lizzie Clayborn. (869, 1375, 1067, 1431)
news-item: Henry Johnson, of Brooklyn, N. Y., is visiting his sister Miss Ada Johnson. (52, 1728, 244, 1770)
news-item: Miss Annie Reid, of Orange, N. J., is visiting her brother, Rev. R. Reid. (456, 1619, 654, 1660)
news-item: Miss Alma Louis of Cincinnati, who has been the guest of Miss Hazel Lucas for the past week, left Wednesday for her home. (52, 157, 244, 213)
ad-special-row (1120, 1262, 1517, 1309)
news-item: Snead Shepherd is moving back to town. (869, 1217, 1067, 1245)
news-item: A. E. Henderson, who recently received an appointment in the census bureau, in Washington, D. C., left August 12th to take charge of his post. (869, 817, 1067, 887)
article-column-2 (252, 148, 447, 2262)
news-item: A good number attended the S. S. picnic at Shepherdstown. Music was furnished by the Martinsburg band. (662, 1504, 861, 1560)
news-item: Miss Bessie Phillips visited her home, Mrs. Phillips, of Charlottesville, Va., recently. (869, 2161, 1067, 2203)
news-item: Mrs. Julia V. Wilkerson, of Montgomery, is visiting friends at Montgomery this week. (869, 945, 1067, 988)
news-item: Herman Brown, of Washington, D. C., is in the city visiting relatives. (869, 259, 1067, 302)
news-item: Richard Lewis of Greenstown, was in town Saturday. (252, 1890, 447, 1918)
news-item: Miss Maggie Price is visiting Miss Margaret Chandler at Lock Six. (456, 259, 654, 302)
